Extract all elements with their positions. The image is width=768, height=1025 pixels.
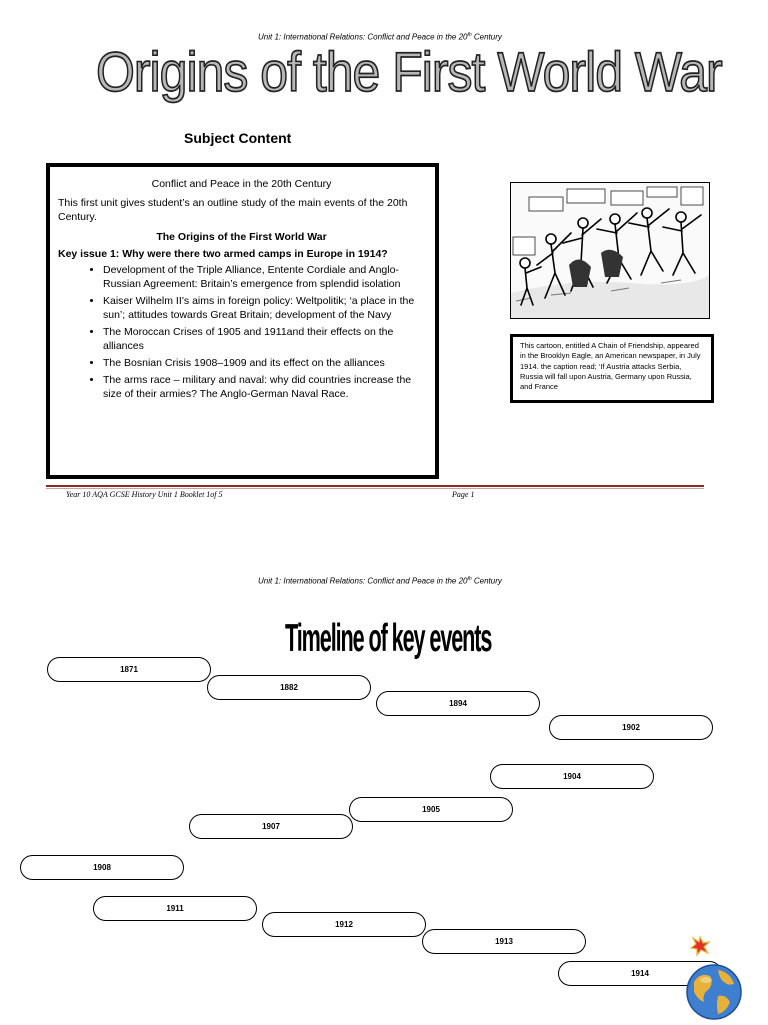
- page-title: Origins of the First World War: [96, 40, 722, 104]
- bullet-item: • Kaiser Wilhelm II’s aims in foreign policy: Weltpolitik; ‘a place in the sun’; attitudes towards Great Britain; development of the Navy: [103, 294, 425, 322]
- running-head-text: Unit 1: International Relations: Conflict and Peace in the 20: [258, 576, 468, 586]
- cartoon-caption: This cartoon, entitled A Chain of Friendship, appeared in the Brooklyn Eagle, an American newspaper, in July 1914. the caption read; ‘If Austria attacks Serbia, Russia will fall upon Austria, Germany upon Russia, and France: [520, 341, 701, 392]
- bullet-list: [58, 263, 425, 401]
- timeline-year-pill: 1907: [189, 814, 353, 839]
- bullet-item: • The Bosnian Crisis 1908–1909 and its effect on the alliances: [103, 356, 425, 370]
- timeline-year-pill: 1905: [349, 797, 513, 822]
- bullet-item: • Development of the Triple Alliance, Entente Cordiale and Anglo-Russian Agreement: Britain’s emergence from splendid isolation: [103, 263, 425, 291]
- running-head-sup: th: [467, 32, 472, 38]
- cartoon-image: [510, 182, 710, 319]
- bullet-item: • The Moroccan Crises of 1905 and 1911and their effects on the alliances: [103, 325, 425, 353]
- running-head-text: Unit 1: International Relations: Conflict and Peace in the 20: [258, 32, 468, 42]
- box-subtitle: Conflict and Peace in the 20th Century: [151, 178, 332, 190]
- subject-heading: Subject Content: [184, 130, 292, 146]
- timeline-year-pill: 1902: [549, 715, 713, 740]
- footer-divider: [46, 485, 704, 487]
- globe-icon: [678, 936, 744, 1020]
- running-head-sup: th: [467, 576, 472, 582]
- cartoon-drawing: [511, 183, 709, 318]
- bullet-item: • The arms race – military and naval: why did countries increase the size of their armies? The Anglo-German Naval Race.: [103, 373, 425, 401]
- timeline-year-pill: 1913: [422, 929, 586, 954]
- timeline-year-pill: 1871: [47, 657, 211, 682]
- timeline-year-pill: 1908: [20, 855, 184, 880]
- timeline-year-pill: 1912: [262, 912, 426, 937]
- timeline-year-pill: 1882: [207, 675, 371, 700]
- running-head-page2: [258, 576, 502, 586]
- running-head-suffix: Century: [471, 32, 502, 42]
- cartoon-caption-box: [510, 334, 714, 403]
- box-topic-heading: The Origins of the First World War: [156, 231, 327, 243]
- footer-page-number: Page 1: [452, 490, 475, 499]
- key-issue: Key issue 1: Why were there two armed camps in Europe in 1914?: [58, 248, 388, 260]
- timeline-title: Timeline of key events: [285, 617, 492, 661]
- timeline-year-pill: 1904: [490, 764, 654, 789]
- subject-content-box: [46, 163, 439, 479]
- timeline-year-pill: 1894: [376, 691, 540, 716]
- footer-divider-shadow: [46, 488, 704, 489]
- timeline-year-pill: 1914: [558, 961, 722, 986]
- timeline-year-pill: 1911: [93, 896, 257, 921]
- running-head-suffix: Century: [471, 576, 502, 586]
- footer-left: Year 10 AQA GCSE History Unit 1 Booklet 1of 5: [66, 490, 223, 499]
- box-intro: This first unit gives student’s an outline study of the main events of the 20th Century.: [58, 197, 408, 223]
